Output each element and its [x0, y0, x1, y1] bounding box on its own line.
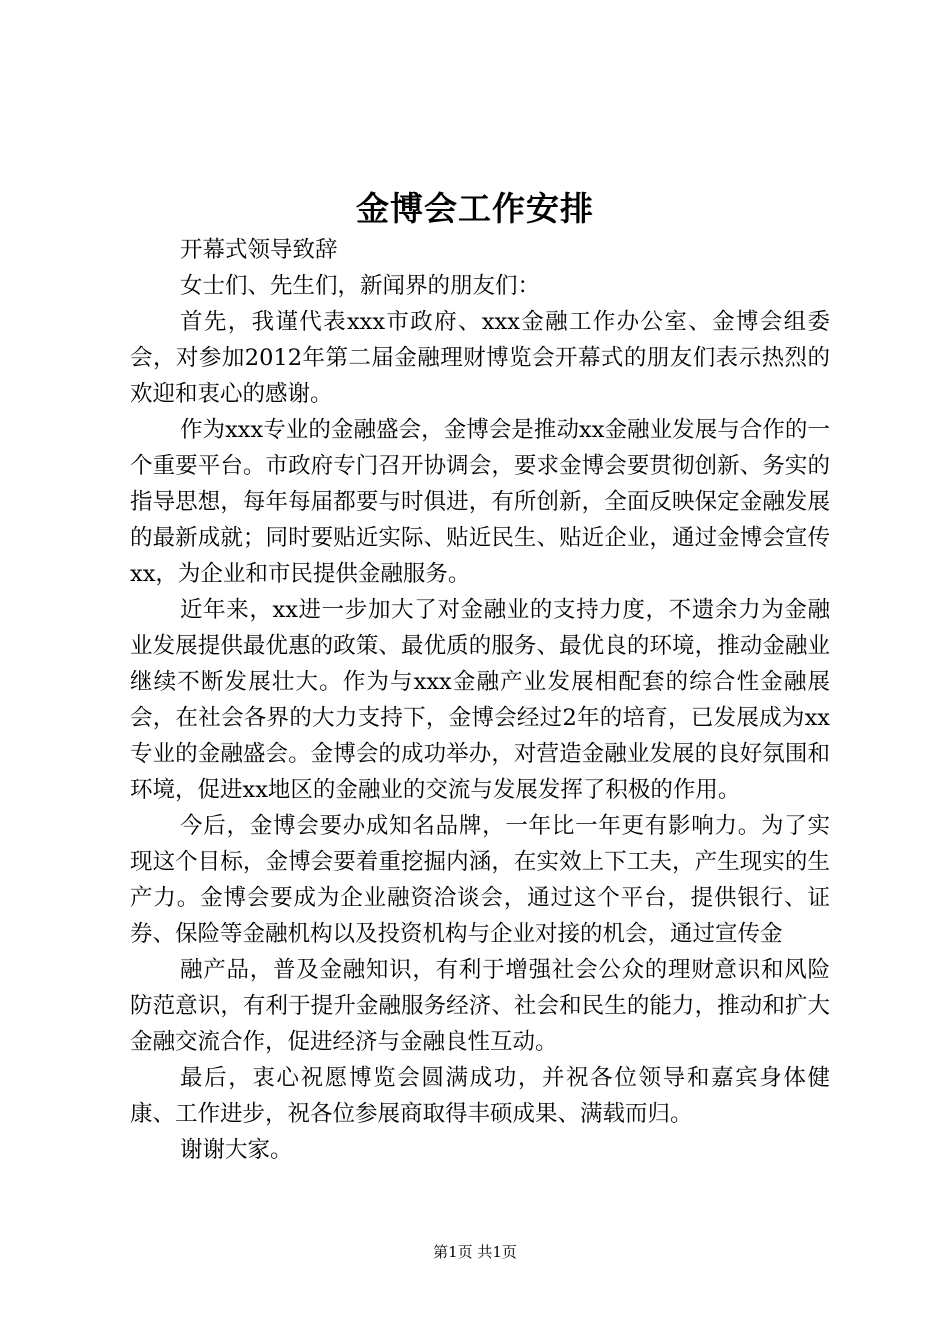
paragraph: 融产品，普及金融知识，有利于增强社会公众的理财意识和风险防范意识，有利于提升金融服务经济、社会和民生的能力，推动和扩大金融交流合作，促进经济与金融良性互动。 [130, 957, 830, 1055]
paragraph-salutation: 女士们、先生们，新闻界的朋友们： [180, 273, 541, 299]
paragraph: 首先，我谨代表xxx市政府、xxx金融工作办公室、金博会组委会，对参加2012年第二届金融理财博览会开幕式的朋友们表示热烈的欢迎和衷心的感谢。 [130, 309, 830, 407]
paragraph: 今后，金博会要办成知名品牌，一年比一年更有影响力。为了实现这个目标，金博会要着重挖掘内涵，在实效上下工夫，产生现实的生产力。金博会要成为企业融资洽谈会，通过这个平台，提供银行、证券、保险等金融机构以及投资机构与企业对接的机会，通过宣传金 [130, 813, 830, 947]
document-body [130, 232, 830, 1168]
paragraph-heading: 开幕式领导致辞 [180, 237, 338, 263]
paragraph: 作为xxx专业的金融盛会，金博会是推动xx金融业发展与合作的一个重要平台。市政府专门召开协调会，要求金博会要贯彻创新、务实的指导思想，每年每届都要与时俱进，有所创新，全面反映保定金融发展的最新成就；同时要贴近实际、贴近民生、贴近企业，通过金博会宣传xx，为企业和市民提供金融服务。 [130, 417, 830, 587]
page-number-footer: 第1页 共1页 [433, 1243, 517, 1261]
document-title: 金博会工作安排 [356, 189, 594, 228]
paragraph-closing: 谢谢大家。 [180, 1137, 293, 1163]
paragraph: 近年来，xx进一步加大了对金融业的支持力度，不遗余力为金融业发展提供最优惠的政策、最优质的服务、最优良的环境，推动金融业继续不断发展壮大。作为与xxx金融产业发展相配套的综合性金融展会，在社会各界的大力支持下，金博会经过2年的培育，已发展成为xx专业的金融盛会。金博会的成功举办，对营造金融业发展的良好氛围和环境，促进xx地区的金融业的交流与发展发挥了积极的作用。 [130, 597, 830, 803]
paragraph: 最后，衷心祝愿博览会圆满成功，并祝各位领导和嘉宾身体健康、工作进步，祝各位参展商取得丰硕成果、满载而归。 [130, 1065, 830, 1127]
